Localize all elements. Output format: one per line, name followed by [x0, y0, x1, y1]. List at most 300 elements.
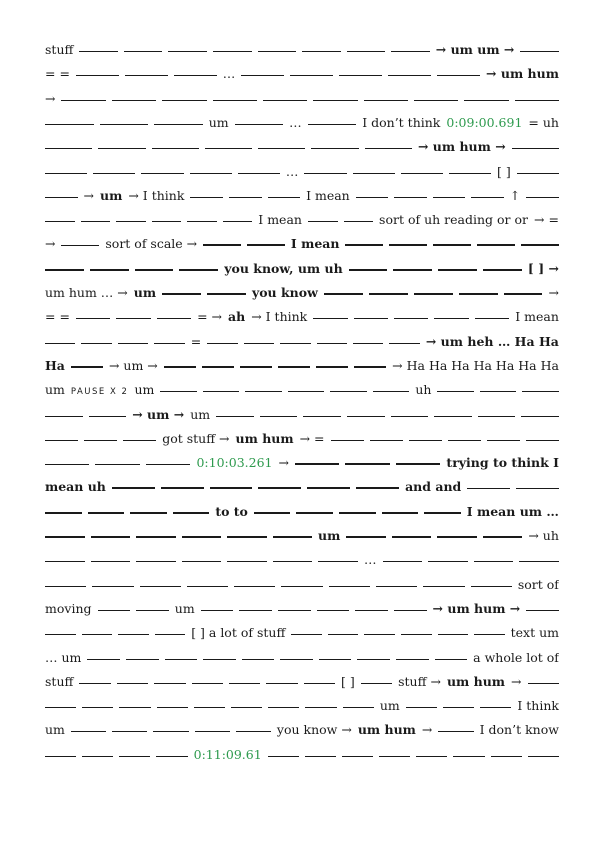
redaction-blank	[236, 731, 271, 732]
redaction-blank	[168, 51, 207, 52]
transcript-word: → um →	[132, 406, 185, 422]
redaction-blank	[406, 707, 437, 708]
redaction-blank	[339, 75, 382, 76]
redaction-blank	[45, 634, 76, 635]
redaction-blank	[45, 756, 76, 757]
transcript-word: stuff →	[398, 673, 441, 689]
transcript-line	[45, 721, 559, 739]
redaction-blank	[394, 318, 428, 319]
redaction-blank	[146, 464, 190, 465]
transcript-word: →	[548, 285, 559, 300]
redaction-blank	[190, 197, 223, 198]
redaction-blank	[112, 100, 156, 101]
transcript-line	[45, 478, 559, 496]
transcript-word: …	[364, 552, 377, 568]
redaction-blank	[391, 416, 429, 417]
redaction-blank	[281, 586, 322, 587]
redaction-blank	[153, 731, 188, 732]
transcript-word: →	[278, 455, 289, 471]
redaction-blank	[45, 586, 86, 587]
redaction-blank	[459, 293, 498, 295]
redaction-blank	[354, 366, 386, 368]
redaction-blank	[388, 75, 431, 76]
transcript-word: → um hum →	[417, 139, 506, 155]
redaction-blank	[136, 610, 169, 611]
transcript-word: you know, um uh	[224, 260, 343, 276]
transcript-word: I don’t think	[362, 114, 441, 130]
redaction-blank	[391, 51, 430, 52]
redaction-blank	[207, 343, 237, 344]
redaction-blank	[165, 659, 198, 660]
transcript-line	[45, 503, 559, 521]
transcript-line	[45, 163, 559, 181]
redaction-blank	[437, 536, 477, 538]
redaction-blank	[428, 561, 468, 562]
redaction-blank	[112, 487, 155, 489]
transcript-word: um	[174, 600, 195, 616]
redaction-blank	[319, 659, 352, 660]
transcript-line	[45, 308, 559, 326]
redaction-blank	[401, 173, 443, 174]
redaction-blank	[164, 366, 196, 368]
redaction-blank	[173, 512, 210, 514]
transcript-word: …	[285, 163, 299, 179]
redaction-blank	[79, 683, 110, 684]
redaction-blank	[140, 586, 181, 587]
redaction-blank	[364, 634, 395, 635]
redaction-blank	[316, 366, 348, 368]
redaction-blank	[45, 536, 85, 538]
transcript-word: = →	[197, 309, 223, 325]
redaction-blank	[273, 536, 313, 538]
transcript-line	[45, 527, 559, 545]
transcript-word: um	[318, 528, 341, 543]
redaction-blank	[89, 416, 127, 417]
redaction-blank	[414, 293, 453, 295]
redaction-blank	[318, 561, 358, 562]
transcript-line	[45, 746, 559, 764]
redaction-blank	[433, 197, 466, 198]
redaction-blank	[45, 464, 89, 465]
redaction-blank	[141, 173, 183, 174]
redaction-blank	[194, 707, 225, 708]
redaction-blank	[353, 173, 395, 174]
redaction-blank	[330, 391, 367, 392]
redaction-blank	[245, 391, 282, 392]
redaction-blank	[213, 51, 252, 52]
redaction-blank	[98, 148, 145, 149]
transcript-line	[45, 260, 559, 278]
transcript-word: stuff	[45, 42, 74, 57]
transcript-word: → um hum →	[432, 600, 521, 616]
redaction-blank	[528, 756, 559, 757]
redaction-blank	[244, 343, 274, 344]
redaction-blank	[435, 659, 468, 660]
redaction-blank	[71, 366, 103, 368]
redaction-blank	[84, 440, 117, 441]
transcript-word: sort of scale →	[105, 236, 198, 252]
transcript-word: a whole lot of	[473, 649, 559, 665]
transcript-word: → I think	[251, 309, 308, 325]
redaction-blank	[354, 318, 388, 319]
redaction-blank	[82, 707, 113, 708]
redaction-blank	[268, 756, 299, 757]
redaction-blank	[161, 487, 204, 489]
redaction-blank	[349, 269, 388, 271]
redaction-blank	[370, 440, 403, 441]
redaction-blank	[116, 221, 146, 222]
redaction-blank	[396, 659, 429, 660]
redaction-blank	[305, 707, 336, 708]
timestamp: 0:10:03.261	[196, 455, 273, 471]
redaction-blank	[504, 293, 543, 295]
redaction-blank	[235, 124, 284, 125]
redaction-blank	[152, 148, 199, 149]
redaction-blank	[119, 756, 150, 757]
redaction-blank	[234, 586, 275, 587]
redaction-blank	[118, 343, 148, 344]
redaction-blank	[478, 416, 516, 417]
redaction-blank	[448, 440, 481, 441]
transcript-word: um hum	[446, 673, 506, 689]
redaction-blank	[433, 244, 471, 246]
transcript-word: um hum	[235, 430, 294, 446]
transcript-word: [ ]	[497, 163, 511, 179]
timestamp: 0:09:00.691	[446, 114, 523, 130]
redaction-blank	[467, 488, 510, 489]
redaction-blank	[313, 318, 347, 319]
redaction-blank	[290, 75, 333, 76]
redaction-blank	[258, 487, 301, 489]
redaction-blank	[438, 269, 477, 271]
transcript-word: I mean	[306, 187, 350, 203]
redaction-blank	[61, 245, 99, 246]
redaction-blank	[376, 586, 417, 587]
redaction-blank	[45, 416, 83, 417]
redaction-blank	[361, 683, 392, 684]
redaction-blank	[401, 634, 432, 635]
transcript-word: → um heh … Ha Ha	[425, 333, 559, 349]
redaction-blank	[311, 148, 358, 149]
redaction-blank	[307, 487, 350, 489]
redaction-blank	[526, 610, 559, 611]
transcript-line	[45, 114, 559, 132]
redaction-blank	[125, 75, 168, 76]
redaction-blank	[347, 51, 386, 52]
redaction-blank	[483, 269, 522, 271]
transcript-word: mean uh	[45, 479, 106, 495]
redaction-blank	[328, 634, 359, 635]
transcript-line	[45, 138, 559, 156]
redaction-blank	[308, 124, 357, 125]
redaction-blank	[347, 416, 385, 417]
redaction-blank	[268, 197, 301, 198]
redaction-blank	[453, 756, 484, 757]
transcript-word: I think	[517, 698, 559, 714]
redaction-blank	[393, 269, 432, 271]
redaction-blank	[278, 366, 310, 368]
redaction-blank	[389, 244, 427, 246]
transcript-word: um hum	[357, 722, 416, 738]
transcript-word: =	[190, 333, 202, 349]
redaction-blank	[182, 536, 222, 538]
transcript-word: to to	[215, 503, 248, 519]
redaction-blank	[516, 488, 559, 489]
redaction-blank	[156, 756, 187, 757]
redaction-blank	[437, 75, 480, 76]
transcript-word: um	[45, 382, 65, 398]
redaction-blank	[280, 343, 310, 344]
transcript-word: →	[83, 187, 95, 203]
redaction-blank	[345, 244, 383, 246]
redaction-blank	[130, 512, 167, 514]
redaction-blank	[345, 463, 389, 465]
transcript-word: →	[421, 722, 433, 738]
redaction-blank	[92, 586, 133, 587]
transcript-line	[45, 649, 559, 667]
redaction-blank	[216, 416, 254, 417]
transcript-line	[45, 600, 559, 618]
redaction-blank	[202, 366, 234, 368]
redaction-blank	[258, 148, 305, 149]
redaction-blank	[154, 343, 184, 344]
redaction-blank	[182, 561, 222, 562]
transcript-word: … um	[45, 649, 82, 665]
transcript-line	[45, 624, 559, 642]
transcript-line	[45, 430, 559, 448]
transcript-line	[45, 284, 559, 302]
redaction-blank	[353, 343, 383, 344]
redaction-blank	[45, 173, 87, 174]
redaction-blank	[396, 463, 440, 465]
redaction-blank	[515, 100, 559, 101]
redaction-blank	[528, 683, 559, 684]
redaction-blank	[304, 683, 335, 684]
redaction-blank	[157, 707, 188, 708]
redaction-blank	[521, 244, 559, 246]
transcript-word: I mean	[515, 309, 559, 325]
redaction-blank	[157, 318, 191, 319]
redaction-blank	[357, 659, 390, 660]
redaction-blank	[231, 707, 262, 708]
redaction-blank	[179, 269, 218, 271]
redaction-blank	[210, 487, 253, 489]
redaction-blank	[263, 100, 307, 101]
redaction-blank	[356, 487, 399, 489]
redaction-blank	[471, 197, 504, 198]
redaction-blank	[45, 221, 75, 222]
transcript-line	[45, 357, 559, 375]
transcript-word: um hum … →	[45, 285, 128, 300]
redaction-blank	[304, 173, 346, 174]
redaction-blank	[124, 51, 163, 52]
redaction-blank	[369, 293, 408, 295]
transcript-word: stuff	[45, 673, 74, 689]
redaction-blank	[474, 561, 514, 562]
redaction-blank	[260, 416, 298, 417]
redaction-blank	[414, 100, 458, 101]
transcript-line	[45, 333, 559, 351]
redaction-blank	[192, 683, 223, 684]
redaction-blank	[521, 416, 559, 417]
redaction-blank	[45, 440, 78, 441]
timestamp: 0:11:09.61	[193, 746, 262, 762]
redaction-blank	[423, 586, 464, 587]
transcript-word: you know	[251, 285, 318, 300]
redaction-blank	[203, 244, 241, 246]
redaction-blank	[45, 148, 92, 149]
redaction-blank	[437, 391, 474, 392]
redaction-blank	[313, 100, 357, 101]
redaction-blank	[491, 756, 522, 757]
redaction-blank	[82, 756, 113, 757]
redaction-blank	[90, 269, 129, 271]
redaction-blank	[87, 659, 120, 660]
redaction-blank	[123, 440, 156, 441]
redaction-blank	[438, 634, 469, 635]
redaction-blank	[45, 512, 82, 514]
redaction-blank	[291, 634, 322, 635]
redaction-blank	[449, 173, 491, 174]
redaction-blank	[383, 561, 423, 562]
transcript-word: [ ] →	[527, 260, 559, 276]
redaction-blank	[305, 756, 336, 757]
redaction-blank	[434, 416, 472, 417]
transcript-word: [ ] a lot of stuff	[191, 625, 286, 641]
transcript-line	[45, 381, 559, 399]
redaction-blank	[346, 536, 386, 538]
redaction-blank	[324, 293, 363, 295]
redaction-blank	[81, 343, 111, 344]
redaction-blank	[81, 221, 111, 222]
redaction-blank	[71, 731, 106, 732]
redaction-blank	[154, 124, 203, 125]
transcript-word: uh	[415, 382, 432, 398]
transcript-word: and and	[405, 479, 462, 495]
redaction-blank	[343, 707, 374, 708]
redaction-blank	[266, 683, 297, 684]
transcript-word: → Ha Ha Ha Ha Ha Ha Ha	[392, 357, 559, 373]
redaction-blank	[61, 100, 105, 101]
redaction-blank	[258, 51, 297, 52]
transcript-word: um	[379, 698, 400, 714]
redaction-blank	[242, 659, 275, 660]
redaction-blank	[117, 683, 148, 684]
redaction-blank	[443, 707, 474, 708]
redaction-blank	[98, 610, 131, 611]
transcript-line	[45, 673, 559, 691]
transcript-line	[45, 406, 559, 424]
transcript-line	[45, 454, 559, 472]
redaction-blank	[207, 293, 246, 295]
redaction-blank	[392, 536, 432, 538]
transcript-line	[45, 187, 559, 205]
transcript-line	[45, 90, 559, 108]
redaction-blank	[424, 512, 461, 514]
redaction-blank	[474, 634, 505, 635]
redaction-blank	[203, 391, 240, 392]
redaction-blank	[201, 610, 234, 611]
redaction-blank	[373, 391, 410, 392]
redaction-blank	[389, 343, 419, 344]
redaction-blank	[205, 148, 252, 149]
transcript-word: um	[100, 187, 123, 203]
transcript-line	[45, 576, 559, 594]
redaction-blank	[344, 221, 374, 222]
redaction-blank	[45, 197, 78, 198]
redaction-blank	[95, 464, 139, 465]
redaction-blank	[76, 75, 119, 76]
redaction-blank	[308, 221, 338, 222]
transcript-word: → um →	[108, 357, 158, 373]
transcript-word: trying to think I	[446, 455, 559, 471]
transcript-word: →	[511, 673, 522, 689]
redaction-blank	[522, 391, 559, 392]
redaction-blank	[254, 512, 291, 514]
redaction-blank	[174, 75, 217, 76]
redaction-blank	[302, 51, 341, 52]
redaction-blank	[93, 173, 135, 174]
transcript-word: → um hum	[486, 66, 559, 82]
transcript-word: I mean	[290, 236, 340, 252]
transcript-word: ↑	[509, 187, 521, 203]
redaction-blank	[526, 440, 559, 441]
transcript-word: I mean	[258, 212, 302, 228]
redaction-blank	[239, 610, 272, 611]
redaction-blank	[273, 561, 313, 562]
transcript-word: = =	[45, 309, 70, 325]
redaction-blank	[339, 512, 376, 514]
transcript-word: = uh	[528, 114, 559, 130]
redaction-blank	[91, 561, 131, 562]
redaction-blank	[268, 707, 299, 708]
redaction-blank	[394, 610, 427, 611]
redaction-blank	[519, 561, 559, 562]
transcript-line	[45, 697, 559, 715]
transcript-word: um	[134, 382, 155, 398]
redaction-blank	[526, 197, 559, 198]
redaction-blank	[223, 221, 253, 222]
redaction-blank	[126, 659, 159, 660]
redaction-blank	[303, 416, 341, 417]
redaction-blank	[471, 586, 512, 587]
redaction-blank	[438, 731, 473, 732]
redaction-blank	[512, 148, 559, 149]
redaction-blank	[135, 269, 174, 271]
transcript-word: um	[133, 285, 157, 300]
transcript-word: um	[208, 114, 229, 130]
redaction-blank	[477, 244, 515, 246]
redaction-blank	[317, 343, 347, 344]
redaction-blank	[45, 561, 85, 562]
redaction-blank	[79, 51, 118, 52]
redaction-blank	[88, 512, 125, 514]
redaction-blank	[91, 536, 131, 538]
redaction-blank	[517, 173, 559, 174]
redaction-blank	[162, 100, 206, 101]
redaction-blank	[365, 148, 412, 149]
redaction-blank	[487, 440, 520, 441]
redaction-blank	[238, 173, 280, 174]
redaction-blank	[240, 366, 272, 368]
redaction-blank	[278, 610, 311, 611]
transcript-word: Ha	[45, 357, 65, 373]
redaction-blank	[317, 610, 350, 611]
redaction-blank	[45, 269, 84, 271]
transcript-word: → um um →	[435, 42, 515, 57]
redaction-blank	[288, 391, 325, 392]
redaction-blank	[382, 512, 419, 514]
